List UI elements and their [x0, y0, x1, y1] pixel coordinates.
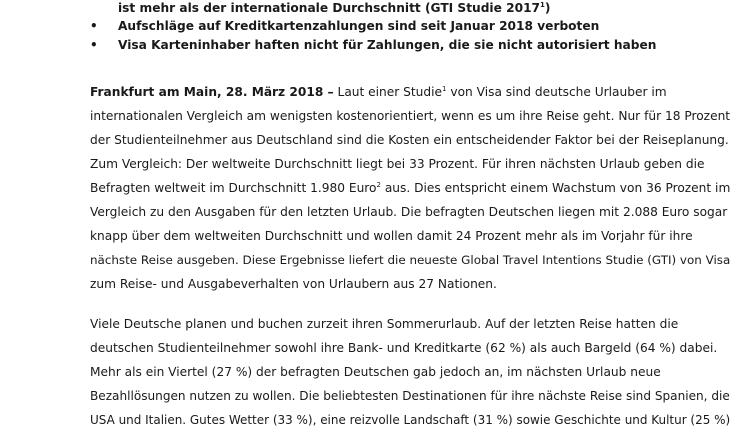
text-line: Bezahllösungen nutzen zu wollen. Die beliebtesten Destinationen für ihre nächste Reise sind Spanien, die — [90, 389, 730, 403]
bullet-text: ist mehr als der internationale Durchschnitt (GTI Studie 2017 — [118, 1, 541, 15]
text-line: Mehr als ein Viertel (27 %) der befragten Deutschen gab jedoch an, im nächsten Urlaub neue — [90, 365, 661, 379]
text-line: Frankfurt am Main, 28. März 2018 – Laut einer Studie$^1$ von Visa sind deutsche Urlauber im — [90, 84, 667, 99]
text-line: deutschen Studienteilnehmer sowohl ihre Bank- und Kreditkarte (62 %) als auch Bargeld (64 %) dabei. — [90, 341, 718, 355]
bullet-text: Aufschläge auf Kreditkartenzahlungen sind seit Januar 2018 verboten — [118, 19, 600, 33]
footnote-marker: 1 — [540, 0, 545, 9]
footnote-marker: 1 — [442, 84, 447, 93]
bullet-icon: • — [90, 19, 98, 33]
bullet-text-tail: ) — [544, 1, 551, 15]
text-line: USA und Italien. Gutes Wetter (33 %), eine reizvolle Landschaft (31 %) sowie Geschichte und Kultur (25 %) — [90, 413, 731, 427]
text-line: nächste Reise ausgeben. Diese Ergebnisse liefert die neueste Global Travel Intentions Studie (GTI) von Visa — [90, 253, 731, 267]
bullet-text: Visa Karteninhaber haften nicht für Zahlungen, die sie nicht autorisiert haben — [118, 38, 657, 52]
text-line: Zum Vergleich: Der weltweite Durchschnitt liegt bei 33 Prozent. Für ihren nächsten Urlaub geben die — [90, 157, 705, 171]
text-line: knapp über dem weltweiten Durchschnitt und wollen damit 24 Prozent mehr als im Vorjahr für ihre — [90, 229, 693, 243]
text-line: internationalen Vergleich am wenigsten kostenorientiert, wenn es um ihre Reise geht. Nur für 18 Prozent — [90, 109, 731, 123]
text-line: der Studienteilnehmer aus Deutschland sind die Kosten ein entscheidender Faktor bei der Reiseplanung. — [90, 133, 729, 147]
footnote-marker: 2 — [376, 180, 381, 189]
text-line: Vergleich zu den Ausgaben für den letzten Urlaub. Die befragten Deutschen liegen mit 2.088 Euro sogar — [90, 205, 728, 219]
text-line: Befragten weltweit im Durchschnitt 1.980 Euro$^2$ aus. Dies entspricht einem Wachstum von 36 Prozent im — [90, 180, 731, 195]
dateline: Frankfurt am Main, 28. März 2018 – — [90, 85, 334, 99]
text-line: Viele Deutsche planen und buchen zurzeit ihren Sommerurlaub. Auf der letzten Reise hatten die — [90, 317, 679, 331]
bullet-icon: • — [90, 38, 98, 52]
text-line: zum Reise- und Ausgabeverhalten von Urlaubern aus 27 Nationen. — [90, 277, 497, 291]
